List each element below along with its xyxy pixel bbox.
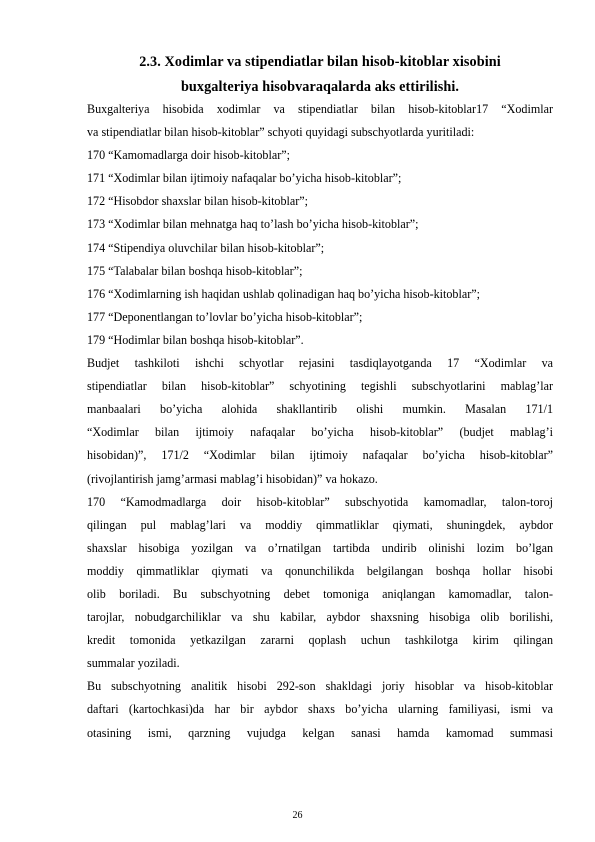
list-item: 177 “Deponentlangan to’lovlar bo’yicha hisob-kitoblar”; <box>87 309 363 324</box>
kamomad-paragraph <box>87 491 553 676</box>
list-item: 175 “Talabalar bilan boshqa hisob-kitoblar”; <box>87 263 303 278</box>
text-line: qilingan pul mablag’lari va moddiy qimmatliklar qiymati, shuningdek, aybdor <box>87 517 553 532</box>
subaccount-list <box>87 144 553 352</box>
document-page <box>87 50 553 745</box>
text-line: “Xodimlar bilan ijtimoiy nafaqalar bo’yicha hisob-kitoblar” (budjet mablag’i <box>87 425 553 440</box>
text-line: hisobidan)”, 171/2 “Xodimlar bilan ijtimoiy nafaqalar bo’yicha hisob-kitoblar” <box>87 448 553 463</box>
budget-paragraph <box>87 352 553 491</box>
text-line: moddiy qimmatliklar qiymati va qonunchilikda belgilangan boshqa hollar hisobi <box>87 563 553 578</box>
text-line: shaxslar hisobiga yozilgan va o’rnatilgan tartibda undirib olinishi lozim bo’lgan <box>87 540 553 555</box>
list-item: 171 “Xodimlar bilan ijtimoiy nafaqalar bo’yicha hisob-kitoblar”; <box>87 171 402 186</box>
text-line: va stipendiatlar bilan hisob-kitoblar” schyoti quyidagi subschyotlarda yuritiladi: <box>87 125 475 140</box>
section-heading-line-1: 2.3. Xodimlar va stipendiatlar bilan hisob-kitoblar xisobini <box>139 54 501 70</box>
text-line: olib boriladi. Bu subschyotning debet tomoniga aniqlangan kamomadlar, talon- <box>87 586 553 601</box>
intro-paragraph <box>87 98 553 144</box>
text-line: Budjet tashkiloti ishchi schyotlar rejasini tasdiqlayotganda 17 “Xodimlar va <box>87 356 553 371</box>
body-text <box>87 98 553 745</box>
section-heading-line-2: buxgalteriya hisobvaraqalarda aks ettirilishi. <box>180 79 460 95</box>
list-item: 173 “Xodimlar bilan mehnatga haq to’lash bo’yicha hisob-kitoblar”; <box>87 217 419 232</box>
list-item: 179 “Hodimlar bilan boshqa hisob-kitoblar”. <box>87 332 304 347</box>
text-line: summalar yoziladi. <box>87 656 180 671</box>
text-line: (rivojlantirish jamg’armasi mablag’i hisobidan)” va hokazo. <box>87 471 378 486</box>
text-line: manbaalari bo’yicha alohida shakllantirib olishi mumkin. Masalan 171/1 <box>87 402 553 417</box>
page-number: 26 <box>292 810 303 821</box>
list-item: 174 “Stipendiya oluvchilar bilan hisob-kitoblar”; <box>87 240 325 255</box>
text-line: kredit tomonida yetkazilgan zararni qoplash uchun tashkilotga kirim qilingan <box>87 633 553 648</box>
text-line: otasining ismi, qarzning vujudga kelgan sanasi hamda kamomad summasi <box>87 725 553 740</box>
section-heading <box>87 50 553 100</box>
text-line: 170 “Kamodmadlarga doir hisob-kitoblar” subschyotida kamomadlar, talon-toroj <box>87 494 553 509</box>
list-item: 170 “Kamomadlarga doir hisob-kitoblar”; <box>87 148 290 163</box>
text-line: stipendiatlar bilan hisob-kitoblar” schyotining tegishli subschyotlarini mablag’lar <box>87 379 553 394</box>
list-item: 176 “Xodimlarning ish haqidan ushlab qolinadigan haq bo’yicha hisob-kitoblar”; <box>87 286 480 301</box>
list-item: 172 “Hisobdor shaxslar bilan hisob-kitoblar”; <box>87 194 309 209</box>
text-line: daftari (kartochkasi)da har bir aybdor shaxs bo’yicha ularning familiyasi, ismi va <box>87 702 553 717</box>
text-line: tarojlar, nobudgarchiliklar va shu kabilar, aybdor shaxsning hisobiga olib borilishi, <box>87 610 553 625</box>
text-line: Buxgalteriya hisobida xodimlar va stipendiatlar bilan hisob-kitoblar17 “Xodimlar <box>87 102 553 116</box>
analytic-paragraph <box>87 675 553 744</box>
text-line: Bu subschyotning analitik hisobi 292-son shakldagi joriy hisoblar va hisob-kitoblar <box>87 679 553 694</box>
